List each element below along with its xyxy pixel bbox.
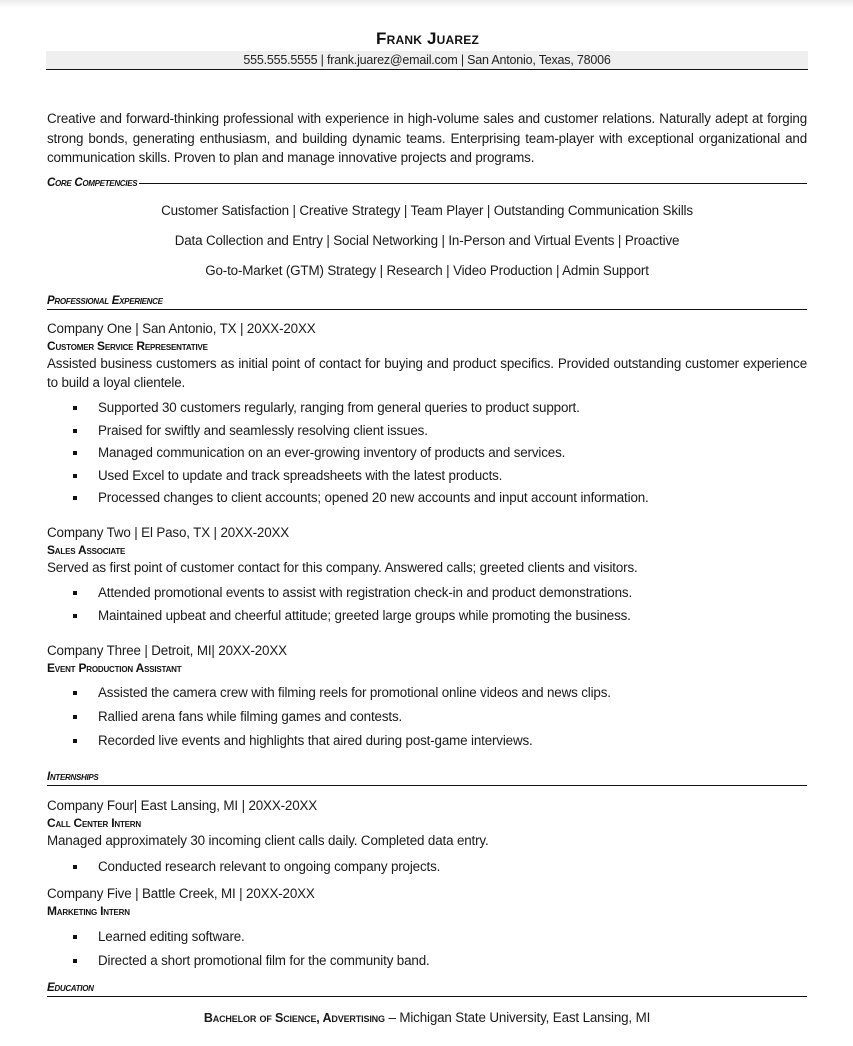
degree: Bachelor of Science, Advertising	[203, 1011, 385, 1025]
job-title: Event Production Assistant	[47, 661, 182, 675]
list-item: Managed communication on an ever-growing inventory of products and services.	[47, 444, 807, 462]
bullet-icon	[73, 715, 77, 719]
job-company: Company One | San Antonio, TX | 20XX-20XX	[47, 321, 316, 336]
job-title: Marketing Intern	[47, 904, 130, 918]
bullet-icon	[73, 865, 77, 869]
job-company: Company Two | El Paso, TX | 20XX-20XX	[47, 525, 290, 540]
bullet-icon	[73, 406, 77, 410]
job-company: Company Four| East Lansing, MI | 20XX-20XX	[47, 798, 318, 813]
list-item: Assisted the camera crew with filming reels for promotional online videos and news clips.	[47, 684, 807, 702]
job-entry	[47, 642, 807, 677]
job-entry	[47, 320, 807, 392]
competency-line: Go-to-Market (GTM) Strategy | Research | Video Production | Admin Support	[205, 263, 649, 278]
section-heading-professional-experience: Professional Experience	[47, 293, 807, 310]
section-heading-internships: Internships	[47, 769, 807, 786]
separator: –	[384, 1010, 400, 1025]
job-bullets	[47, 684, 807, 750]
job-description: Served as first point of customer contact for this company. Answered calls; greeted clients and visitors.	[47, 560, 638, 575]
list-item: Praised for swiftly and seamlessly resolving client issues.	[47, 422, 807, 440]
list-item: Learned editing software.	[47, 928, 807, 946]
professional-summary: Creative and forward-thinking professional with experience in high-volume sales and customer relations. Naturally adept at forging strong bonds, generating enthusiasm, and building dynamic teams. Enterprising team-player with exceptional organizational and communication skills. Proven to plan and manage innovative projects and programs.	[47, 111, 807, 165]
job-company: Company Three | Detroit, MI| 20XX-20XX	[47, 643, 287, 658]
list-item: Processed changes to client accounts; opened 20 new accounts and input account information.	[47, 489, 807, 507]
section-heading-education: Education	[47, 980, 807, 997]
bullet-icon	[73, 451, 77, 455]
competency-line: Customer Satisfaction | Creative Strategy | Team Player | Outstanding Communication Skills	[161, 203, 693, 218]
job-entry	[47, 524, 807, 578]
candidate-name: Frank Juarez	[376, 29, 479, 48]
bullet-icon	[73, 591, 77, 595]
job-bullets	[47, 928, 807, 970]
competency-line: Data Collection and Entry | Social Networking | In-Person and Virtual Events | Proactive	[174, 233, 680, 248]
job-title: Call Center Intern	[47, 816, 141, 830]
internship-entry	[47, 885, 807, 920]
school: Michigan State University, East Lansing, MI	[399, 1010, 651, 1025]
job-bullets	[47, 399, 807, 507]
list-item: Conducted research relevant to ongoing company projects.	[47, 858, 807, 876]
job-title: Sales Associate	[47, 543, 126, 557]
section-divider	[139, 183, 807, 184]
bullet-icon	[73, 935, 77, 939]
contact-info: 555.555.5555 | frank.juarez@email.com | San Antonio, Texas, 78006	[46, 51, 808, 70]
window-top-edge	[0, 0, 853, 8]
list-item: Maintained upbeat and cheerful attitude; greeted large groups while promoting the business.	[47, 607, 807, 625]
education-entry	[47, 1009, 807, 1027]
list-item: Attended promotional events to assist with registration check-in and product demonstrations.	[47, 584, 807, 602]
job-title: Customer Service Representative	[47, 339, 208, 353]
section-heading-core-competencies	[47, 175, 807, 191]
bullet-icon	[73, 474, 77, 478]
list-item: Supported 30 customers regularly, ranging from general queries to product support.	[47, 399, 807, 417]
bullet-icon	[73, 691, 77, 695]
job-company: Company Five | Battle Creek, MI | 20XX-20XX	[47, 886, 315, 901]
bullet-icon	[73, 496, 77, 500]
job-description: Assisted business customers as initial point of contact for buying and product specifics. Provided outstanding customer experience to build a loyal clientele.	[47, 356, 807, 390]
list-item: Rallied arena fans while filming games and contests.	[47, 708, 807, 726]
section-heading-text: Core Competencies	[47, 177, 138, 189]
internship-entry	[47, 797, 807, 851]
bullet-icon	[73, 429, 77, 433]
bullet-icon	[73, 959, 77, 963]
list-item: Directed a short promotional film for the community band.	[47, 952, 807, 970]
list-item: Recorded live events and highlights that aired during post-game interviews.	[47, 732, 807, 750]
job-description: Managed approximately 30 incoming client calls daily. Completed data entry.	[47, 833, 489, 848]
bullet-icon	[73, 739, 77, 743]
list-item: Used Excel to update and track spreadsheets with the latest products.	[47, 467, 807, 485]
job-bullets	[47, 858, 807, 876]
job-bullets	[47, 584, 807, 625]
bullet-icon	[73, 614, 77, 618]
